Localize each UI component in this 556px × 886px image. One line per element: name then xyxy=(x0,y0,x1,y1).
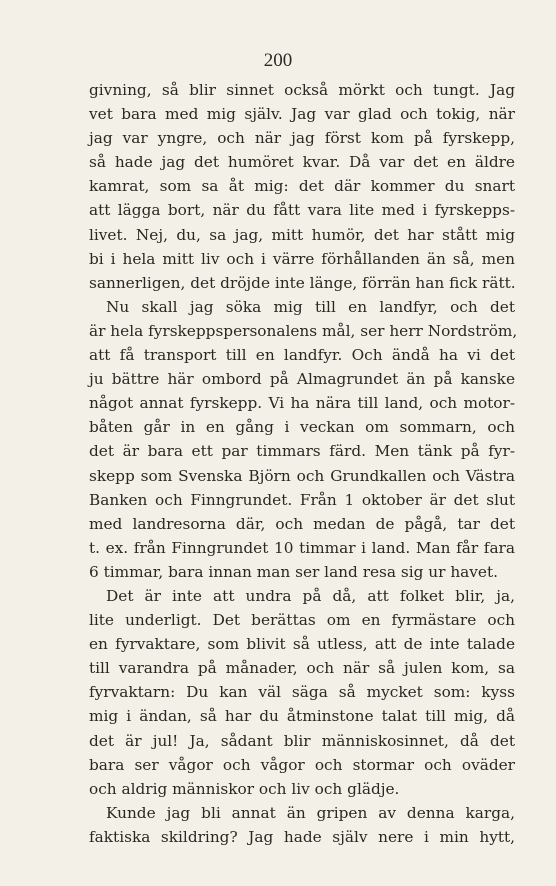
text-line: vet bara med mig själv. Jag var glad och tokig, när xyxy=(89,105,515,124)
text-line: bi i hela mitt liv och i värre förhållanden än så, men xyxy=(89,249,515,268)
text-line: ju bättre här ombord på Almagrundet än på kanske xyxy=(89,370,515,389)
text-line: skepp som Svenska Björn och Grundkallen och Västra xyxy=(89,466,515,485)
text-line: en fyrvaktare, som blivit så utless, att de inte talade xyxy=(89,635,515,654)
text-line: Banken och Finngrundet. Från 1 oktober är det slut xyxy=(89,490,515,509)
text-line: lite underligt. Det berättas om en fyrmästare och xyxy=(89,611,515,630)
text-line: att få transport till en landfyr. Och ändå ha vi det xyxy=(89,346,515,365)
text-line: något annat fyrskepp. Vi ha nära till land, och motor- xyxy=(89,394,515,413)
text-line: är hela fyrskeppspersonalens mål, ser herr Nordström, xyxy=(89,321,518,340)
text-line: Det är inte att undra på då, att folket blir, ja, xyxy=(106,586,515,605)
text-line: jag var yngre, och när jag först kom på fyrskepp, xyxy=(89,129,515,148)
text-line: så hade jag det humöret kvar. Då var det en äldre xyxy=(89,153,515,172)
text-line: livet. Nej, du, sa jag, mitt humör, det har stått mig xyxy=(89,225,515,244)
body-text xyxy=(89,78,518,849)
text-line: faktiska skildring? Jag hade själv nere i min hytt, xyxy=(89,827,515,846)
text-line: fyrvaktarn: Du kan väl säga så mycket som: kyss xyxy=(89,683,515,702)
text-line: med landresorna där, och medan de pågå, tar det xyxy=(89,514,515,533)
text-line: mig i ändan, så har du åtminstone talat till mig, då xyxy=(89,707,515,726)
text-line: givning, så blir sinnet också mörkt och tungt. Jag xyxy=(89,81,515,99)
text-line: Kunde jag bli annat än gripen av denna karga, xyxy=(106,803,515,822)
text-line: 6 timmar, bara innan man ser land resa sig ur havet. xyxy=(89,562,498,581)
text-line: till varandra på månader, och när så julen kom, sa xyxy=(89,659,515,678)
text-line: det är bara ett par timmars färd. Men tänk på fyr- xyxy=(89,442,515,461)
page-number: 200 xyxy=(263,50,293,71)
text-line: det är jul! Ja, sådant blir människosinnet, då det xyxy=(89,731,515,750)
text-line: båten går in en gång i veckan om sommarn, och xyxy=(89,418,515,437)
text-line: t. ex. från Finngrundet 10 timmar i land. Man får fara xyxy=(89,538,515,557)
text-line: Nu skall jag söka mig till en landfyr, och det xyxy=(106,297,515,316)
text-line: sannerligen, det dröjde inte länge, förrän han fick rätt. xyxy=(89,273,516,292)
text-line: att lägga bort, när du fått vara lite med i fyrskepps- xyxy=(89,201,515,220)
text-line: och aldrig människor och liv och glädje. xyxy=(89,779,400,798)
text-line: bara ser vågor och vågor och stormar och oväder xyxy=(89,755,515,774)
text-line: kamrat, som sa åt mig: det där kommer du snart xyxy=(89,177,515,196)
